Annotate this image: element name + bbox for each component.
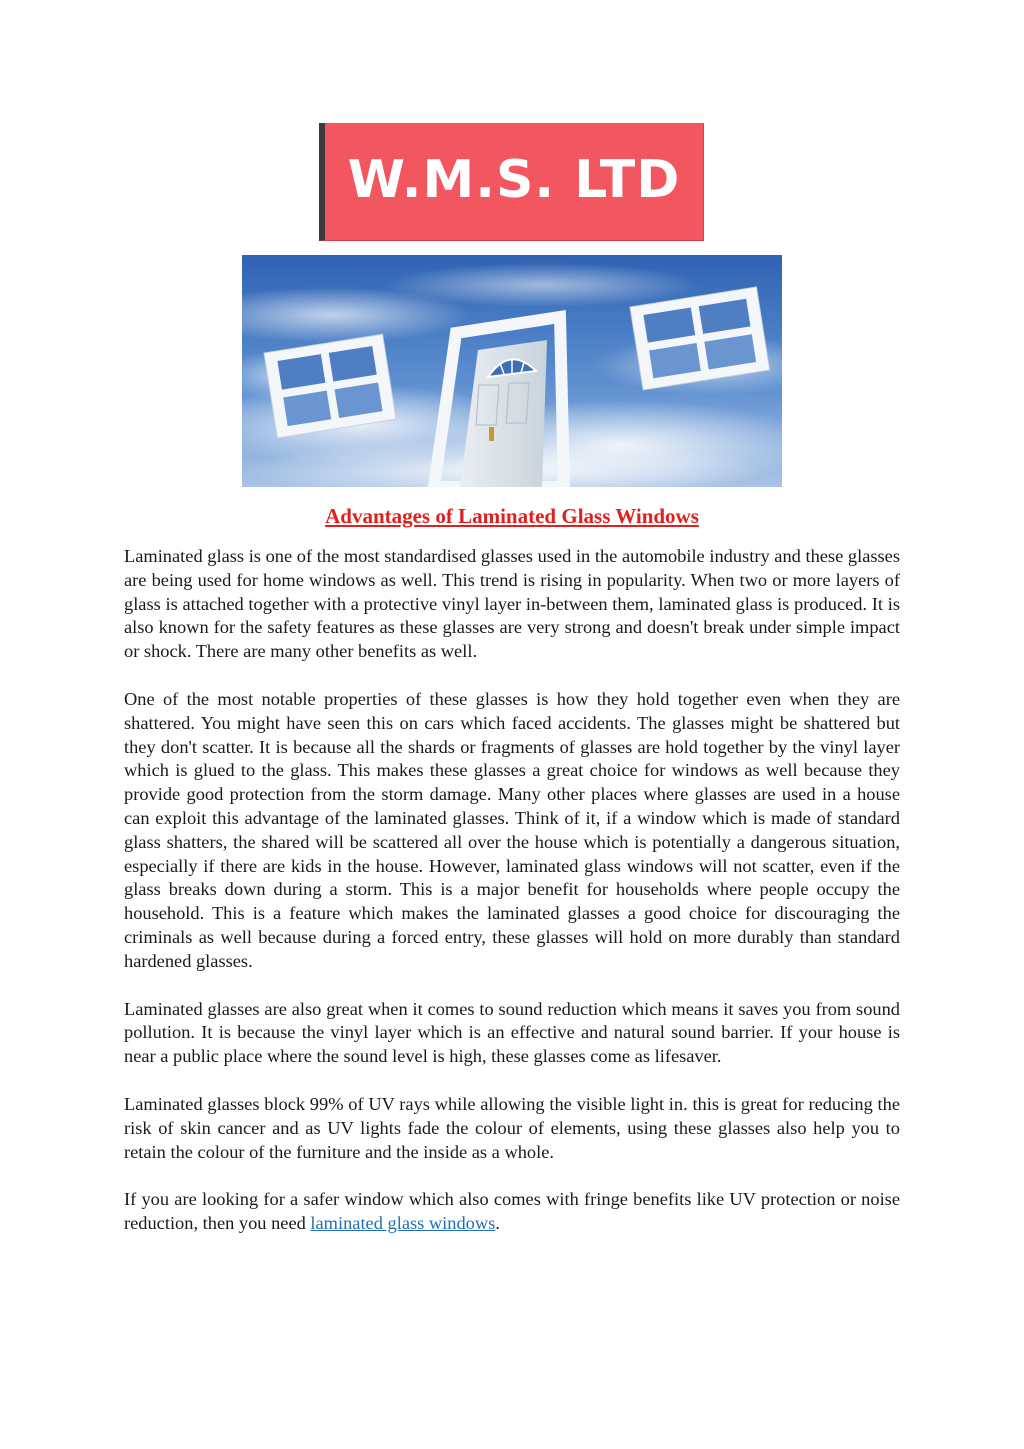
paragraph-sound: Laminated glasses are also great when it comes to sound reduction which means it saves you from sound pollution. It is because the vinyl layer which is an effective and natural sound barrier. If your house is near a public place where the sound level is high, these glasses come as lifesaver. xyxy=(124,998,900,1067)
hero-image xyxy=(242,255,782,487)
paragraph-shatter: One of the most notable properties of these glasses is how they hold together even when they are shattered. You might have seen this on cars which faced accidents. The glasses might be shattered but they don't scatter. It is because all the shards or fragments of glasses are hold together by the vinyl layer which is glued to the glass. This makes these glasses a great choice for windows as well because they provide good protection from the storm damage. Many other places where glasses are used in a house can exploit this advantage of the laminated glasses. Think of it, if a window which is made of standard glass shatters, the shared will be scattered all over the house which is potentially a dangerous situation, especially if there are kids in the house. However, laminated glass windows will not scatter, even if the glass breaks down during a storm. This is a major benefit for households where people occupy the household. This is a feature which makes the laminated glasses a good choice for discouraging the criminals as well because during a forced entry, these glasses will hold on more durably than standard hardened glasses. xyxy=(124,688,900,971)
sky-window-door-image xyxy=(242,255,782,487)
paragraph-intro: Laminated glass is one of the most standardised glasses used in the automobile industry and these glasses are being used for home windows as well. This trend is rising in popularity. When two or more layers of glass is attached together with a protective vinyl layer in-between them, laminated glass is produced. It is also known for the safety features as these glasses are very strong and doesn't break under simple impact or shock. There are many other benefits as well. xyxy=(124,546,900,662)
closing-text-after: . xyxy=(495,1213,500,1234)
article-body xyxy=(124,545,900,1260)
paragraph-uv: Laminated glasses block 99% of UV rays while allowing the visible light in. this is great for reducing the risk of skin cancer and as UV lights fade the colour of elements, using these glasses also help you to retain the colour of the furniture and the inside as a whole. xyxy=(124,1093,900,1162)
company-logo xyxy=(319,123,704,241)
article-title: Advantages of Laminated Glass Windows xyxy=(325,504,699,528)
paragraph-closing xyxy=(124,1188,900,1236)
laminated-glass-windows-link[interactable]: laminated glass windows xyxy=(310,1213,496,1234)
logo-text: W.M.S. LTD xyxy=(347,149,681,210)
closing-text-before: If you are looking for a safer window which also comes with fringe benefits like UV protection or noise reduction, then you need xyxy=(124,1189,900,1234)
